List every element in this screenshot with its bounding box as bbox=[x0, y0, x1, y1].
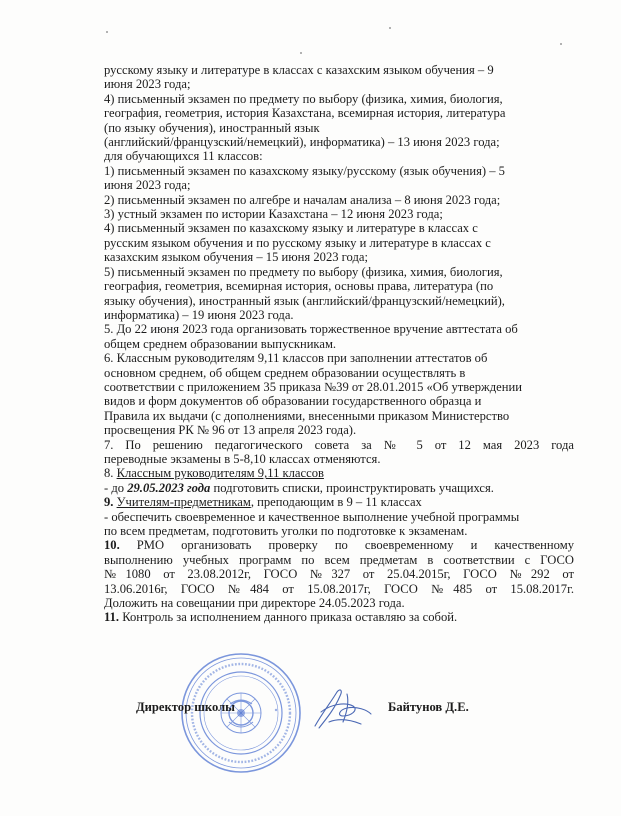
scan-speck bbox=[389, 27, 391, 29]
text-line: 3) устный экзамен по истории Казахстана – 12 июня 2023 года; bbox=[104, 207, 443, 222]
item-number: 10. bbox=[104, 538, 120, 553]
item-number: 9. bbox=[104, 495, 117, 510]
item-10-line: 13.06.2016г, ГОСО №484 от 15.08.2017г, ГОСО №485 от 15.08.2017г. bbox=[104, 581, 574, 596]
task-text: подготовить списки, проинструктировать учащихся. bbox=[210, 480, 494, 495]
item-9-addressee: Учителям-предметникам bbox=[116, 495, 251, 510]
scan-speck bbox=[300, 52, 302, 54]
task-prefix: - до bbox=[104, 480, 128, 495]
text-line: 4) письменный экзамен по предмету по выбору (физика, химия, биология, bbox=[104, 91, 503, 106]
item-10-line: выполнению учебных программ по всем предметам в соответствии с ГОСО bbox=[104, 552, 574, 567]
item-10-line: №1080 от 23.08.2012г, ГОСО №327 от 25.04.2015г, ГОСО №292 от bbox=[104, 567, 574, 582]
text-line: русским языком обучения и по русскому языку и литературе в классах с bbox=[104, 235, 491, 250]
item-9-line: по всем предметам, подготовить уголки по подготовке к экзаменам. bbox=[104, 524, 468, 538]
director-name: Байтунов Д.Е. bbox=[388, 700, 469, 714]
item-9-heading-rest: , преподающим в 9 – 11 классах bbox=[250, 495, 422, 510]
text-line: 5) письменный экзамен по предмету по выбору (физика, химия, биология, bbox=[104, 264, 503, 279]
text-line: казахским языком обучения – 15 июня 2023 года; bbox=[104, 250, 368, 265]
text-line: июня 2023 года; bbox=[104, 178, 191, 193]
text-line: информатика) – 19 июня 2023 года. bbox=[104, 307, 294, 322]
text-line: для обучающихся 11 классов: bbox=[104, 149, 263, 164]
item-8-heading bbox=[104, 466, 574, 480]
text-line: видов и форм документов об образовании государственного образца и bbox=[104, 394, 482, 409]
text-line: июня 2023 года; bbox=[104, 77, 191, 92]
item-number: 8. bbox=[104, 466, 117, 481]
text-line: география, геометрия, история Казахстана, всемирная история, литература bbox=[104, 106, 506, 121]
scan-speck bbox=[560, 43, 562, 45]
text-line: соответствии с приложением 35 приказа №39 от 28.01.2015 «Об утверждении bbox=[104, 379, 522, 394]
item-10-line: Доложить на совещании при директоре 24.05.2023 года. bbox=[104, 596, 405, 611]
text-line: 2) письменный экзамен по алгебре и началам анализа – 8 июня 2023 года; bbox=[104, 192, 501, 207]
item-11-line bbox=[104, 610, 574, 624]
text-line: русскому языку и литературе в классах с казахским языком обучения – 9 bbox=[104, 63, 494, 77]
scan-speck bbox=[106, 31, 108, 33]
text-line: 6. Классным руководителям 9,11 классов при заполнении аттестатов об bbox=[104, 351, 488, 366]
item-8-task bbox=[104, 481, 574, 495]
text-line: география, геометрия, всемирная история, основы права, литература (по bbox=[104, 279, 494, 294]
text-line: языку обучения), иностранный язык (английский/французский/немецкий), bbox=[104, 293, 505, 308]
deadline-date: 29.05.2023 года bbox=[127, 480, 211, 495]
director-position: Директор школы bbox=[136, 700, 235, 714]
text-line: основном среднем, об общем среднем образовании осуществлять в bbox=[104, 365, 466, 380]
text-line: 4) письменный экзамен по казахскому языку и литературе в классах с bbox=[104, 221, 478, 236]
text-line: 5. До 22 июня 2023 года организовать торжественное вручение авттестата об bbox=[104, 322, 518, 337]
item-7-line: 7. По решению педагогического совета за № 5 от 12 мая 2023 года bbox=[104, 437, 574, 452]
text-line: (по языку обучения), иностранный язык bbox=[104, 120, 320, 135]
item-11-text: Контроль за исполнением данного приказа оставляю за собой. bbox=[119, 610, 458, 625]
item-9-line: - обеспечить своевременное и качественное выполнение учебной программы bbox=[104, 509, 520, 524]
text-line: общем среднем образовании выпускникам. bbox=[104, 336, 337, 351]
item-10-text: РМО организовать проверку по своевременному и качественному bbox=[119, 538, 574, 553]
text-line: Правила их выдачи (с дополнениями, внесенными приказом Министерство bbox=[104, 408, 510, 423]
item-10-line bbox=[104, 538, 574, 552]
item-8-addressee: Классным руководителям 9,11 классов bbox=[116, 466, 324, 481]
item-number: 11. bbox=[104, 610, 120, 625]
text-line: (английский/французский/немецкий), информатика) – 13 июня 2023 года; bbox=[104, 135, 500, 150]
item-9-heading bbox=[104, 495, 574, 509]
item-7-line: переводные экзамены в 5-8,10 классах отменяются. bbox=[104, 451, 381, 466]
order-text bbox=[104, 63, 574, 625]
director-signature bbox=[307, 682, 379, 738]
text-line: просвещения РК № 96 от 13 апреля 2023 года). bbox=[104, 423, 357, 438]
text-line: 1) письменный экзамен по казахскому языку/русскому (язык обучения) – 5 bbox=[104, 163, 505, 178]
